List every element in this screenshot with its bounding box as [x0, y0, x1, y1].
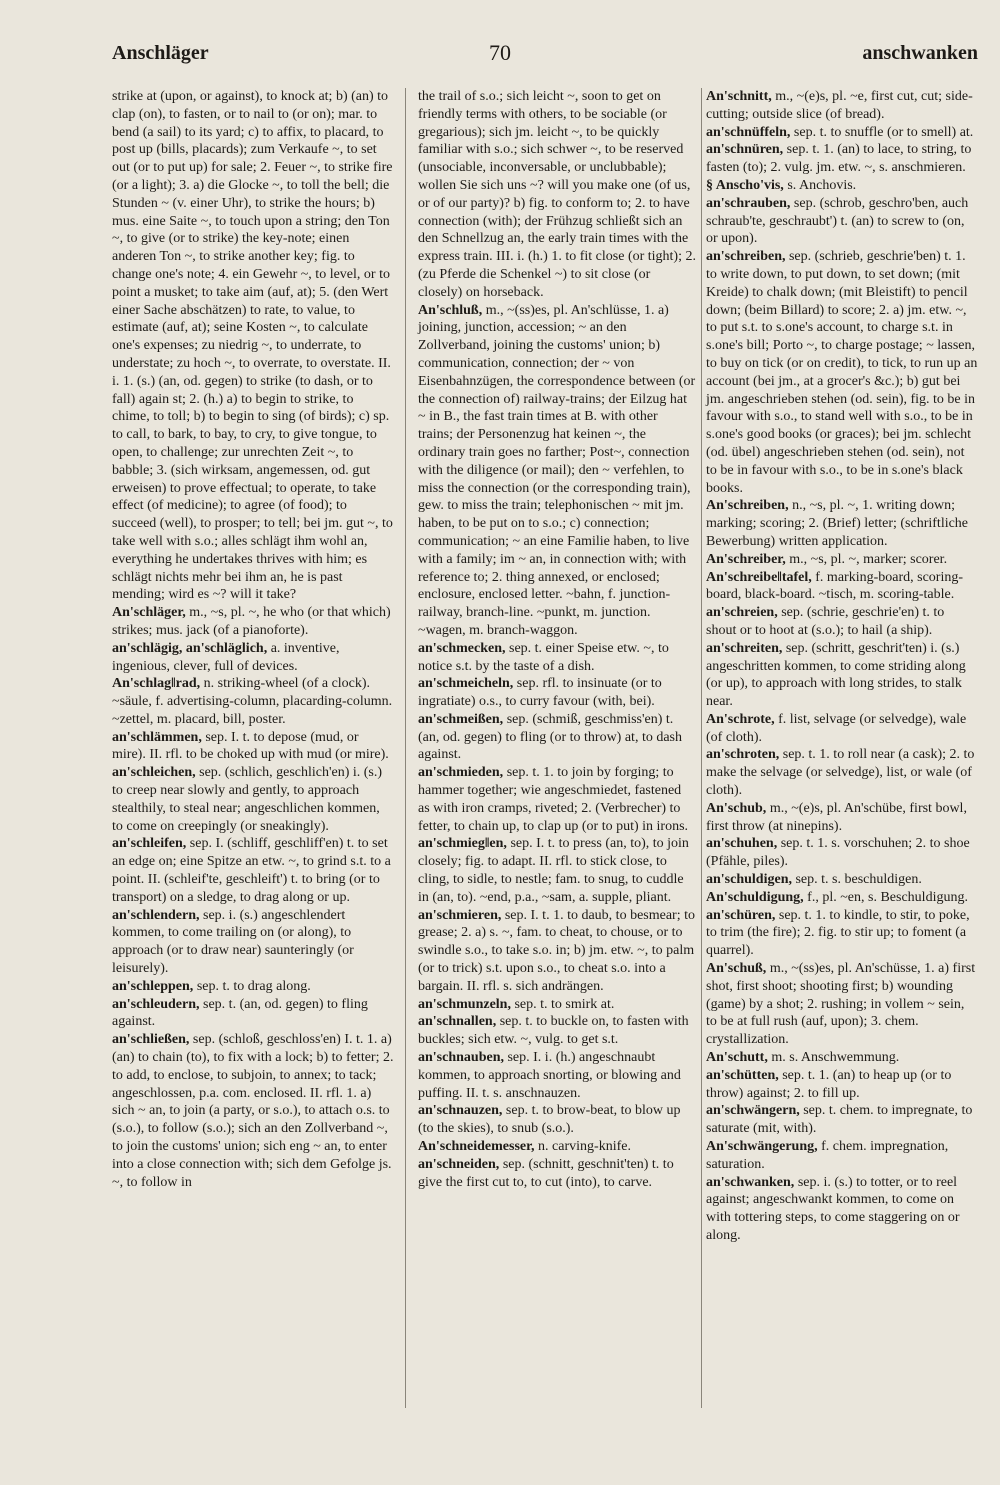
page-number: 70 — [489, 40, 511, 65]
dictionary-entry — [706, 800, 978, 836]
dictionary-entry — [706, 141, 978, 177]
entry-definition: sep. (schnitt, geschnit'ten) t. to give the first cut to, to cut (into), to carve. — [418, 1156, 674, 1190]
entry-headword: an'schuldigen, — [706, 872, 792, 888]
entry-headword: An'schnitt, — [706, 89, 772, 104]
dictionary-entry — [706, 124, 978, 142]
column-2 — [418, 88, 696, 1191]
entry-definition: sep. t. s. beschuldigen. — [795, 872, 922, 888]
dictionary-entry — [112, 729, 394, 765]
entry-definition: m., ~(ss)es, pl. An'schüsse, 1. a) first shot, first shoot; shooting first; b) wounding (game) by a shot; 2. rushing; in vollem ~ sein, to be at full rush (auf, upon); 3. chem. crystallization. — [706, 961, 976, 1048]
entry-headword: § Anscho'vis, — [706, 177, 784, 193]
entry-headword: an'schleichen, — [112, 765, 196, 781]
dictionary-entry — [112, 907, 394, 978]
dictionary-entry — [706, 871, 978, 889]
entry-definition: sep. t. to snuffle (or to smell) at. — [793, 124, 974, 140]
dictionary-entry — [706, 195, 978, 248]
entry-definition: sep. t. 1. to kindle, to stir, to poke, to trim (the fire); 2. fig. to stir up; to foment (a quarrel). — [706, 907, 970, 959]
entry-definition: sep. t. 1. to roll near (a cask); 2. to make the selvage (or selvedge), list, or wale (of cloth). — [706, 747, 975, 799]
entry-headword: an'schreiten, — [706, 640, 783, 656]
entry-definition: n., ~s, pl. ~, 1. writing down; marking; scoring; 2. (Brief) letter; (schriftliche Bewerbung) written application. — [706, 498, 969, 549]
dictionary-entry — [112, 88, 394, 604]
dictionary-entry — [418, 1138, 696, 1156]
dictionary-entry — [418, 675, 696, 711]
entry-definition: sep. t. chem. to impregnate, to saturate (mit, with). — [706, 1103, 973, 1137]
dictionary-entry — [706, 907, 978, 960]
column-3 — [706, 88, 978, 1245]
entry-definition: sep. t. einer Speise etw. ~, to notice s.t. by the taste of a dish. — [418, 640, 669, 674]
column-divider — [405, 88, 406, 1408]
entry-definition: sep. I. t. to depose (mud, or mire). II. rfl. to be choked up with mud (or mire). — [112, 729, 389, 763]
entry-headword: an'schwängern, — [706, 1103, 800, 1119]
dictionary-entry — [418, 1156, 696, 1192]
entry-definition: sep. t. 1. to join by forging; to hammer together; wie angeschmiedet, fastened as with iron cramps, riveted; 2. (Verbrecher) to fetter, to chain up, to clap up (or to put) in irons. — [418, 765, 689, 834]
entry-definition: m., ~s, pl. ~, he who (or that which) strikes; mus. jack (of a pianoforte). — [112, 605, 391, 638]
dictionary-entry — [112, 764, 394, 835]
dictionary-entry — [706, 711, 978, 747]
entry-headword: An'schreiber, — [706, 551, 786, 567]
entry-headword: an'schmieg‖en, — [418, 836, 507, 852]
entry-headword: an'schrauben, — [706, 195, 791, 211]
entry-headword: an'schließen, — [112, 1032, 190, 1048]
dictionary-entry — [418, 1102, 696, 1138]
entry-headword: An'schläger, — [112, 605, 186, 621]
dictionary-entry — [418, 711, 696, 764]
entry-definition: f., pl. ~en, s. Beschuldigung. — [807, 889, 968, 905]
dictionary-entry — [706, 1174, 978, 1245]
entry-headword: An'schrote, — [706, 711, 775, 727]
dictionary-entry — [706, 835, 978, 871]
entry-headword: an'schuhen, — [706, 836, 778, 852]
dictionary-entry — [112, 675, 394, 728]
entry-headword: An'schuldigung, — [706, 889, 804, 905]
right-running-headword: anschwanken — [862, 42, 978, 64]
dictionary-entry — [706, 569, 978, 605]
column-divider — [701, 88, 702, 1408]
entry-definition: a. inventive, ingenious, clever, full of devices. — [112, 640, 340, 674]
dictionary-entry — [112, 1031, 394, 1191]
entry-definition: m., ~(e)s, pl. An'schübe, first bowl, first throw (at ninepins). — [706, 800, 967, 834]
entry-headword: an'schlendern, — [112, 907, 200, 923]
entry-headword: an'schreien, — [706, 605, 778, 621]
dictionary-entry — [112, 604, 394, 640]
entry-definition: sep. i. (s.) angeschlendert kommen, to come trailing on (or along), to approach (or to draw near) saunteringly (or leisurely). — [112, 907, 354, 977]
dictionary-entry — [418, 907, 696, 996]
dictionary-entry — [706, 640, 978, 711]
dictionary-entry — [706, 248, 978, 497]
entry-definition: m., ~s, pl. ~, marker; scorer. — [789, 551, 948, 567]
entry-headword: an'schnauzen, — [418, 1103, 503, 1119]
entry-headword: An'schneidemesser, — [418, 1139, 535, 1155]
entry-headword: an'schmeißen, — [418, 711, 504, 727]
entry-definition: sep. t. to smirk at. — [514, 996, 615, 1012]
entry-definition: strike at (upon, or against), to knock at; b) (an) to clap (on), to fasten, or to nail to (or on); mar. to bend (a sail) to its yard; c) to affix, to placard, to post up (bills, placards); zum Verkaufe ~, to set out (or to put up) for sale; 2. Feuer ~, to strike fire (or a light); 3. a) die Glocke ~, to toll the bell; die Stunden ~ (v. einer Uhr), to strike the hours; b) mus. eine Saite ~, to touch upon a string; den Ton ~, to give (or to strike) the key-note; einen anderen Ton ~, to strike another key; fig. to change one's note; 4. ein Gewehr ~, to level, or to point a musket; to take aim (auf, at); 5. (den Wert einer Sache abschätzen) to rate, to value, to estimate (auf, at); seine Kosten ~, to calculate one's expenses; zu niedrig ~, to underrate, to understate; zu hoch ~, to overrate, to overstate. II. i. 1. (s.) (an, od. gegen) to strike (to dash, or to fall) again st; 2. (h.) a) to begin to strike, to chime, to toll; b) to begin to sing (of birds); c) sp. to call, to bark, to bay, to cry, to give tongue, to open, to challenge; zur unrechten Zeit ~, to babble; 3. (sich wirksam, angemessen, od. gut erweisen) to prove effectual; to operate, to take effect (of medicine); to agree (of food); to succeed (well), to prosper; to tell; bei jm. gut ~, to take well with s.o.; alles schlägt ihm wohl an, everything he undertakes thrives with him; es schlägt nichts mehr bei ihm an, he is past mending; wird es ~? will it take? — [112, 89, 393, 603]
entry-definition: m., ~(e)s, pl. ~e, first cut, cut; side-cutting; outside slice (of bread). — [706, 89, 973, 122]
entry-definition: sep. (schritt, geschrit'ten) i. (s.) angeschritten kommen, to come striding along (or up), to approach with long strides, to stalk near. — [706, 640, 966, 710]
dictionary-entry — [418, 835, 696, 906]
entry-definition: f. list, selvage (or selvedge), wale (of cloth). — [706, 711, 967, 745]
entry-definition: sep. t. (an, od. gegen) to fling against. — [112, 996, 368, 1030]
entry-headword: an'schmecken, — [418, 640, 506, 656]
dictionary-entry — [706, 551, 978, 569]
dictionary-entry — [418, 1049, 696, 1102]
entry-headword: An'schreibe‖tafel, — [706, 569, 812, 585]
entry-definition: sep. I. i. (h.) angeschnaubt kommen, to approach snorting, or blowing and puffing. II. t. s. anschnauzen. — [418, 1050, 681, 1101]
entry-definition: sep. t. to drag along. — [196, 978, 311, 994]
entry-definition: sep. (schloß, geschloss'en) I. t. 1. a) (an) to chain (to), to fix with a lock; b) to fetter; 2. to add, to enclose, to subjoin, to annex; to tack; angeschlossen, p.a. com. enclosed. II. rfl. 1. a) sich ~ an, to join (a party, or s.o.), to attach o.s. to (s.o.), to follow (s.o.); sich an den Zollverband ~, to join the customs' union; sich eng ~ an, to enter into a close connection with; sich dem Gefolge js. ~, to follow in — [112, 1032, 394, 1190]
entry-definition: sep. t. 1. s. vorschuhen; 2. to shoe (Pfähle, piles). — [706, 836, 970, 870]
dictionary-entry — [706, 1102, 978, 1138]
dictionary-entry — [706, 889, 978, 907]
entry-definition: sep. t. 1. (an) to lace, to string, to fasten (to); 2. vulg. jm. etw. ~, s. anschmieren. — [706, 142, 972, 176]
entry-definition: sep. rfl. to insinuate (or to ingratiate) o.s., to curry favour (with, bei). — [418, 676, 662, 710]
entry-definition: sep. I. t. to press (an, to), to join closely; fig. to adapt. II. rfl. to stick close, to cling, to sidle, to nestle; fam. to snug, to cuddle in (an, to). ~end, p.a., ~sam, a. supple, pliant. — [418, 836, 689, 905]
dictionary-entry — [706, 1138, 978, 1174]
page-header — [0, 38, 1000, 68]
entry-definition: m., ~(ss)es, pl. An'schlüsse, 1. a) joining, junction, accession; ~ an den Zollverband, joining the customs' union; b) communication, connection; der ~ von Eisenbahnzügen, the correspondence between (or the connection of) railway-trains; der Eilzug hat ~ in B., the fast train times at B. with other trains; der Personenzug hat keinen ~, the ordinary train goes no farther; Post~, connection with the diligence (or mail); den ~ verfehlen, to miss the connection (or the corresponding train), gew. to miss the train; telephonischen ~ mit jm. haben, to be put on to s.o.; c) connection; communication; ~ an eine Familie haben, to live with a family; im ~ an, in connection with; with reference to; 2. thing annexed, or enclosed; enclosure, enclosed letter. ~bahn, f. junction-railway, branch-line. ~punkt, m. junction. ~wagen, m. branch-waggon. — [418, 302, 696, 638]
entry-definition: sep. (schrieb, geschrie'ben) t. 1. to write down, to put down, to set down; (mit Kreide) to chalk down; (mit Bleistift) to pencil down; (beim Billard) to score; 2. a) jm. etw. ~, to put s.t. to s.one's account, to charge s.t. in s.one's bill; Porto ~, to charge postage; ~ lassen, to buy on tick (or on credit), to tick, to run up an account (bei jm., at a grocer's &c.); b) gut bei jm. angeschrieben stehen (od. sein), fig. to be in favour with s.o., to stand well with s.o., to be in s.one's good books (or graces); bei jm. schlecht (od. übel) angeschrieben stehen (od. sein), not to be in favour with s.o., to be in s.one's black books. — [706, 249, 978, 496]
entry-headword: an'schlämmen, — [112, 729, 202, 745]
entry-headword: an'schleppen, — [112, 978, 194, 994]
entry-headword: an'schleudern, — [112, 996, 200, 1012]
entry-definition: sep. i. (s.) to totter, or to reel against; angeschwankt kommen, to come on with tottering steps, to come staggering on or along. — [706, 1174, 960, 1243]
entry-headword: An'schub, — [706, 800, 767, 816]
entry-headword: an'schneiden, — [418, 1156, 500, 1172]
entry-headword: An'schreiben, — [706, 498, 789, 514]
dictionary-entry — [418, 764, 696, 835]
entry-headword: an'schmieren, — [418, 907, 502, 923]
entry-definition: sep. t. 1. (an) to heap up (or to throw) against; 2. to fill up. — [706, 1067, 952, 1101]
entry-headword: an'schmieden, — [418, 765, 504, 781]
entry-headword: An'schutt, — [706, 1050, 768, 1066]
dictionary-entry — [706, 960, 978, 1049]
entry-headword: An'schuß, — [706, 961, 767, 977]
dictionary-entry — [112, 640, 394, 676]
entry-headword: an'schütten, — [706, 1067, 779, 1083]
entry-definition: n. striking-wheel (of a clock). ~säule, f. advertising-column, placarding-column. ~zettel, m. placard, bill, poster. — [112, 676, 393, 727]
entry-definition: sep. (schmiß, geschmiss'en) t. (an, od. gegen) to fling (or to throw) at, to dash against. — [418, 711, 682, 763]
entry-definition: sep. I. t. 1. to daub, to besmear; to grease; 2. a) s. ~, fam. to cheat, to chouse, or to swindle s.o., to take s.o. in; b) jm. etw. ~, to palm (or to trick) s.t. upon s.o., to cheat s.o. into a bargain. II. rfl. s. sich andrängen. — [418, 907, 695, 994]
entry-definition: s. Anchovis. — [787, 177, 857, 193]
entry-definition: sep. (schrie, geschrie'en) t. to shout or to hoot at (s.o.); to hail (a ship). — [706, 605, 945, 638]
dictionary-entry — [706, 1067, 978, 1103]
entry-definition: sep. t. to buckle on, to fasten with buckles; sich etw. ~, vulg. to get s.t. — [418, 1014, 689, 1048]
dictionary-entry — [706, 177, 978, 195]
dictionary-entry — [112, 835, 394, 906]
entry-headword: an'schnallen, — [418, 1014, 497, 1030]
entry-definition: n. carving-knife. — [538, 1139, 631, 1155]
entry-headword: an'schmeicheln, — [418, 676, 514, 692]
dictionary-entry — [706, 746, 978, 799]
entry-definition: f. marking-board, scoring-board, black-board. ~tisch, m. scoring-table. — [706, 569, 963, 603]
left-running-headword: Anschläger — [112, 42, 209, 64]
entry-headword: an'schreiben, — [706, 249, 786, 265]
dictionary-entry — [112, 996, 394, 1032]
entry-headword: An'schwängerung, — [706, 1139, 818, 1155]
dictionary-entry — [706, 604, 978, 640]
dictionary-entry — [706, 1049, 978, 1067]
entry-headword: an'schroten, — [706, 747, 780, 763]
entry-headword: an'schwanken, — [706, 1174, 795, 1190]
entry-definition: sep. t. to brow-beat, to blow up (to the skies), to snub (s.o.). — [418, 1103, 681, 1137]
entry-definition: sep. (schlich, geschlich'en) i. (s.) to creep near slowly and gently, to approach stealthily, to steal near; angeschlichen kommen, to come on creepingly (or sneakingly). — [112, 765, 383, 834]
entry-headword: An'schluß, — [418, 302, 483, 318]
entry-definition: sep. (schrob, geschro'ben, auch schraub'te, geschraubt') t. (an) to screw to (on, or upon). — [706, 195, 969, 247]
entry-headword: an'schnüren, — [706, 142, 784, 158]
entry-definition: f. chem. impregnation, saturation. — [706, 1139, 949, 1172]
entry-headword: an'schlägig, an'schläglich, — [112, 640, 268, 656]
dictionary-entry — [706, 497, 978, 550]
dictionary-entry — [112, 978, 394, 996]
dictionary-entry — [418, 302, 696, 640]
entry-headword: an'schleifen, — [112, 836, 187, 852]
entry-definition: m. s. Anschwemmung. — [771, 1050, 900, 1066]
entry-headword: an'schnauben, — [418, 1050, 504, 1066]
dictionary-entry — [418, 1013, 696, 1049]
dictionary-entry — [418, 88, 696, 302]
entry-headword: an'schüren, — [706, 907, 776, 923]
entry-definition: the trail of s.o.; sich leicht ~, soon to get on friendly terms with others, to be sociable (or gregarious); sich jm. leicht ~, to be quickly familiar with s.o.; sich schwer ~, to be reserved (unsociable, inconversable, or unclubbable); wollen Sie sich uns ~? will you make one (of us, or of our party)? b) fig. to conform to; 2. to have connection (with); der Frühzug schließt sich an den Schnellzug an, the early train times with the express train. III. i. (h.) 1. to fit close (or tight); 2. (zu Pferde die Schenkel ~) to sit close (or closely) on horseback. — [418, 89, 696, 300]
column-1 — [112, 88, 394, 1191]
dictionary-entry — [418, 996, 696, 1014]
entry-headword: an'schmunzeln, — [418, 996, 511, 1012]
entry-definition: sep. I. (schliff, geschliff'en) t. to set an edge on; eine Spitze an etw. ~, to grind s.t. to a point. II. (schleif'te, geschleift') t. to bring (or to transport) on a sledge, to drag along or up. — [112, 836, 391, 905]
dictionary-entry — [706, 88, 978, 124]
entry-headword: An'schlag‖rad, — [112, 676, 201, 692]
dictionary-entry — [418, 640, 696, 676]
entry-headword: an'schnüffeln, — [706, 124, 791, 140]
